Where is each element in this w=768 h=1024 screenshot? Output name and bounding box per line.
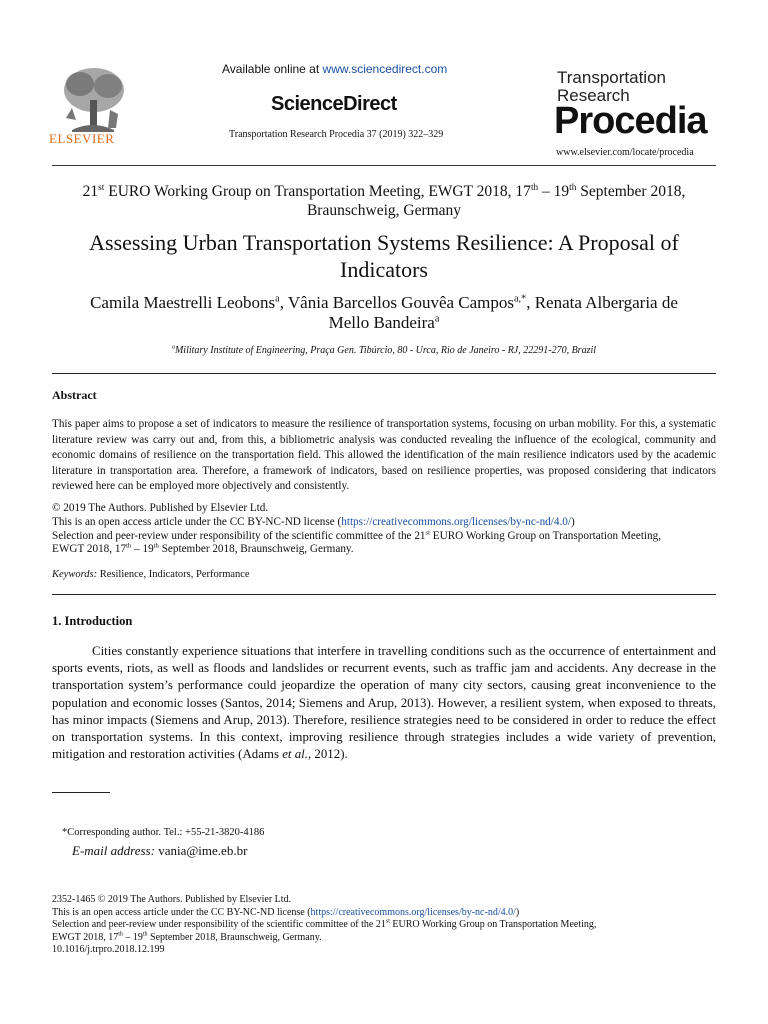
copyright-line: © 2019 The Authors. Published by Elsevier Ltd.: [52, 502, 269, 514]
footer-sup: th: [118, 931, 123, 938]
footer-text: – 19: [122, 931, 143, 943]
journal-logo-line3: Procedia: [554, 100, 707, 142]
author-sup: [514, 293, 526, 304]
elsevier-wordmark: ELSEVIER: [49, 131, 115, 146]
peer-review-sup: th: [126, 542, 132, 550]
footer-peer-review-line-2: [52, 932, 716, 945]
footer-peer-review-line: [52, 919, 716, 932]
license-text: This is an open access article under the CC BY-NC-ND license (: [52, 515, 342, 528]
license-text: ): [570, 515, 575, 528]
intro-text: , 2012).: [307, 747, 348, 762]
footer-text: EURO Working Group on Transportation Meeting,: [389, 919, 597, 931]
footer-license-link[interactable]: https://creativecommons.org/licenses/by-nc-nd/4.0/: [310, 906, 516, 918]
copyright-block: [52, 502, 716, 557]
footer-text: Selection and peer-review under responsibility of the scientific committee of the 21: [52, 919, 386, 931]
conf-sup: st: [98, 182, 105, 193]
journal-url[interactable]: www.elsevier.com/locate/procedia: [556, 147, 694, 158]
footer-license-text: ): [515, 906, 520, 918]
paper-title-line-2: Indicators: [340, 257, 428, 282]
keywords-label: Keywords:: [52, 569, 98, 580]
affiliation: [0, 345, 768, 356]
peer-review-text: September 2018, Braunschweig, Germany.: [158, 543, 354, 556]
author-affil-mark: a,: [514, 293, 522, 305]
conf-text: 21: [82, 183, 99, 200]
authors-line-2: [0, 313, 768, 333]
author-name: Camila Maestrelli Leobons: [90, 293, 276, 312]
conference-line-1: [0, 183, 768, 201]
sciencedirect-wordmark: ScienceDirect: [271, 93, 397, 115]
peer-review-sup: st: [425, 528, 430, 536]
license-link[interactable]: https://creativecommons.org/licenses/by-nc-nd/4.0/: [341, 515, 571, 528]
journal-reference: Transportation Research Procedia 37 (2019) 322–329: [229, 129, 444, 140]
conf-text: – 19: [538, 183, 570, 200]
peer-review-sup: th: [153, 542, 159, 550]
footer-issn-line: 2352-1465 © 2019 The Authors. Published by Elsevier Ltd.: [52, 894, 292, 905]
author-sup: a: [434, 313, 440, 325]
header-divider: [52, 165, 716, 166]
abstract-bottom-rule: [52, 594, 716, 595]
abstract-text: This paper aims to propose a set of indicators to measure the resilience of transportation systems, focusing on urban mobility. For this, a systematic literature review was carry out and, from this, a bibliometric analysis was conducted revealing the influence of the ecological, community and economic domains of resilience on the transportation field. This allowed the identification of the main resilience indicators used by the academic literature in transportation area. Therefore, a framework of indicators, based on resilience properties, was proposed considering that indicators reviewed here can be employed more objectively and consistently.: [52, 418, 716, 492]
footer-license-text: This is an open access article under the CC BY-NC-ND license (: [52, 906, 311, 918]
peer-review-line: [52, 530, 716, 544]
affil-sup: a: [171, 344, 175, 351]
conference-line-2: Braunschweig, Germany: [306, 202, 462, 219]
author-name: , Vânia Barcellos Gouvêa Campos: [279, 293, 515, 312]
email-address[interactable]: vania@ime.eb.br: [154, 843, 248, 858]
page-footer: [52, 894, 716, 957]
author-name: , Renata Albergaria de: [526, 293, 678, 312]
peer-review-line-2: [52, 543, 716, 557]
footer-text: September 2018, Braunschweig, Germany.: [147, 931, 322, 943]
conf-text: EURO Working Group on Transportation Meeting, EWGT 2018, 17: [104, 183, 531, 200]
conf-text: September 2018,: [576, 183, 686, 200]
abstract-top-rule: [52, 373, 716, 374]
introduction-heading: 1. Introduction: [52, 614, 133, 628]
intro-text: Cities constantly experience situations that interfere in travelling conditions such as the occurrence of entertainment and sports events, riots, as well as floods and landslides or recurrent events, such as traffic jam and accidents. Any decrease in the transportation system’s performance could jeopardize the operation of many city sectors, causing great inconvenience to the population and economic losses (Santos, 2014; Siemens and Arup, 2013). However, a resilient system, when exposed to threats, has minor impacts (Siemens and Arup, 2013). Therefore, resilience strategies need to be considered in order to reduce the effect on transportation systems. In this context, improving resilience through strategies includes a wide variety of prevention, mitigation and restoration activities (Adams: [52, 644, 716, 762]
intro-italic: et al.: [282, 747, 308, 762]
keywords: [52, 569, 250, 580]
available-online-label: Available online at: [222, 62, 323, 76]
corresponding-author-note: *Corresponding author. Tel.: +55-21-3820-4186: [62, 827, 265, 838]
author-name: Mello Bandeira: [328, 313, 435, 332]
peer-review-text: EURO Working Group on Transportation Meeting,: [430, 529, 662, 542]
affil-text: Military Institute of Engineering, Praça Gen. Tibúrcio, 80 - Urca, Rio de Janeiro - RJ, 22291-270, Brazil: [174, 345, 597, 356]
footnote-rule: [52, 792, 110, 793]
journal-logo-line2: Research: [557, 86, 630, 105]
email-label: E-mail address:: [72, 843, 155, 858]
sciencedirect-link[interactable]: www.sciencedirect.com: [322, 62, 448, 76]
footer-sup: th: [142, 931, 148, 938]
abstract-heading: Abstract: [52, 388, 97, 402]
conf-sup: th: [530, 182, 539, 193]
journal-logo-line1: Transportation: [557, 68, 666, 87]
footer-text: EWGT 2018, 17: [52, 931, 119, 943]
email-note: [72, 843, 247, 859]
keywords-text: Resilience, Indicators, Performance: [97, 569, 250, 580]
introduction-paragraph: [52, 643, 716, 763]
conf-sup: th: [569, 182, 577, 193]
peer-review-text: – 19: [131, 543, 154, 556]
author-sup: a: [275, 293, 280, 305]
paper-title-line-1: Assessing Urban Transportation Systems Resilience: A Proposal of: [89, 230, 679, 255]
license-line: [52, 516, 716, 530]
footer-doi[interactable]: 10.1016/j.trpro.2018.12.199: [52, 944, 165, 956]
corresponding-mark: *: [521, 293, 527, 305]
available-online-line: [222, 62, 447, 76]
peer-review-text: Selection and peer-review under responsibility of the scientific committee of the 21: [52, 529, 426, 542]
footer-sup: st: [385, 918, 390, 925]
authors-line-1: [0, 293, 768, 313]
footer-license-line: [52, 907, 716, 920]
peer-review-text: EWGT 2018, 17: [52, 543, 127, 556]
